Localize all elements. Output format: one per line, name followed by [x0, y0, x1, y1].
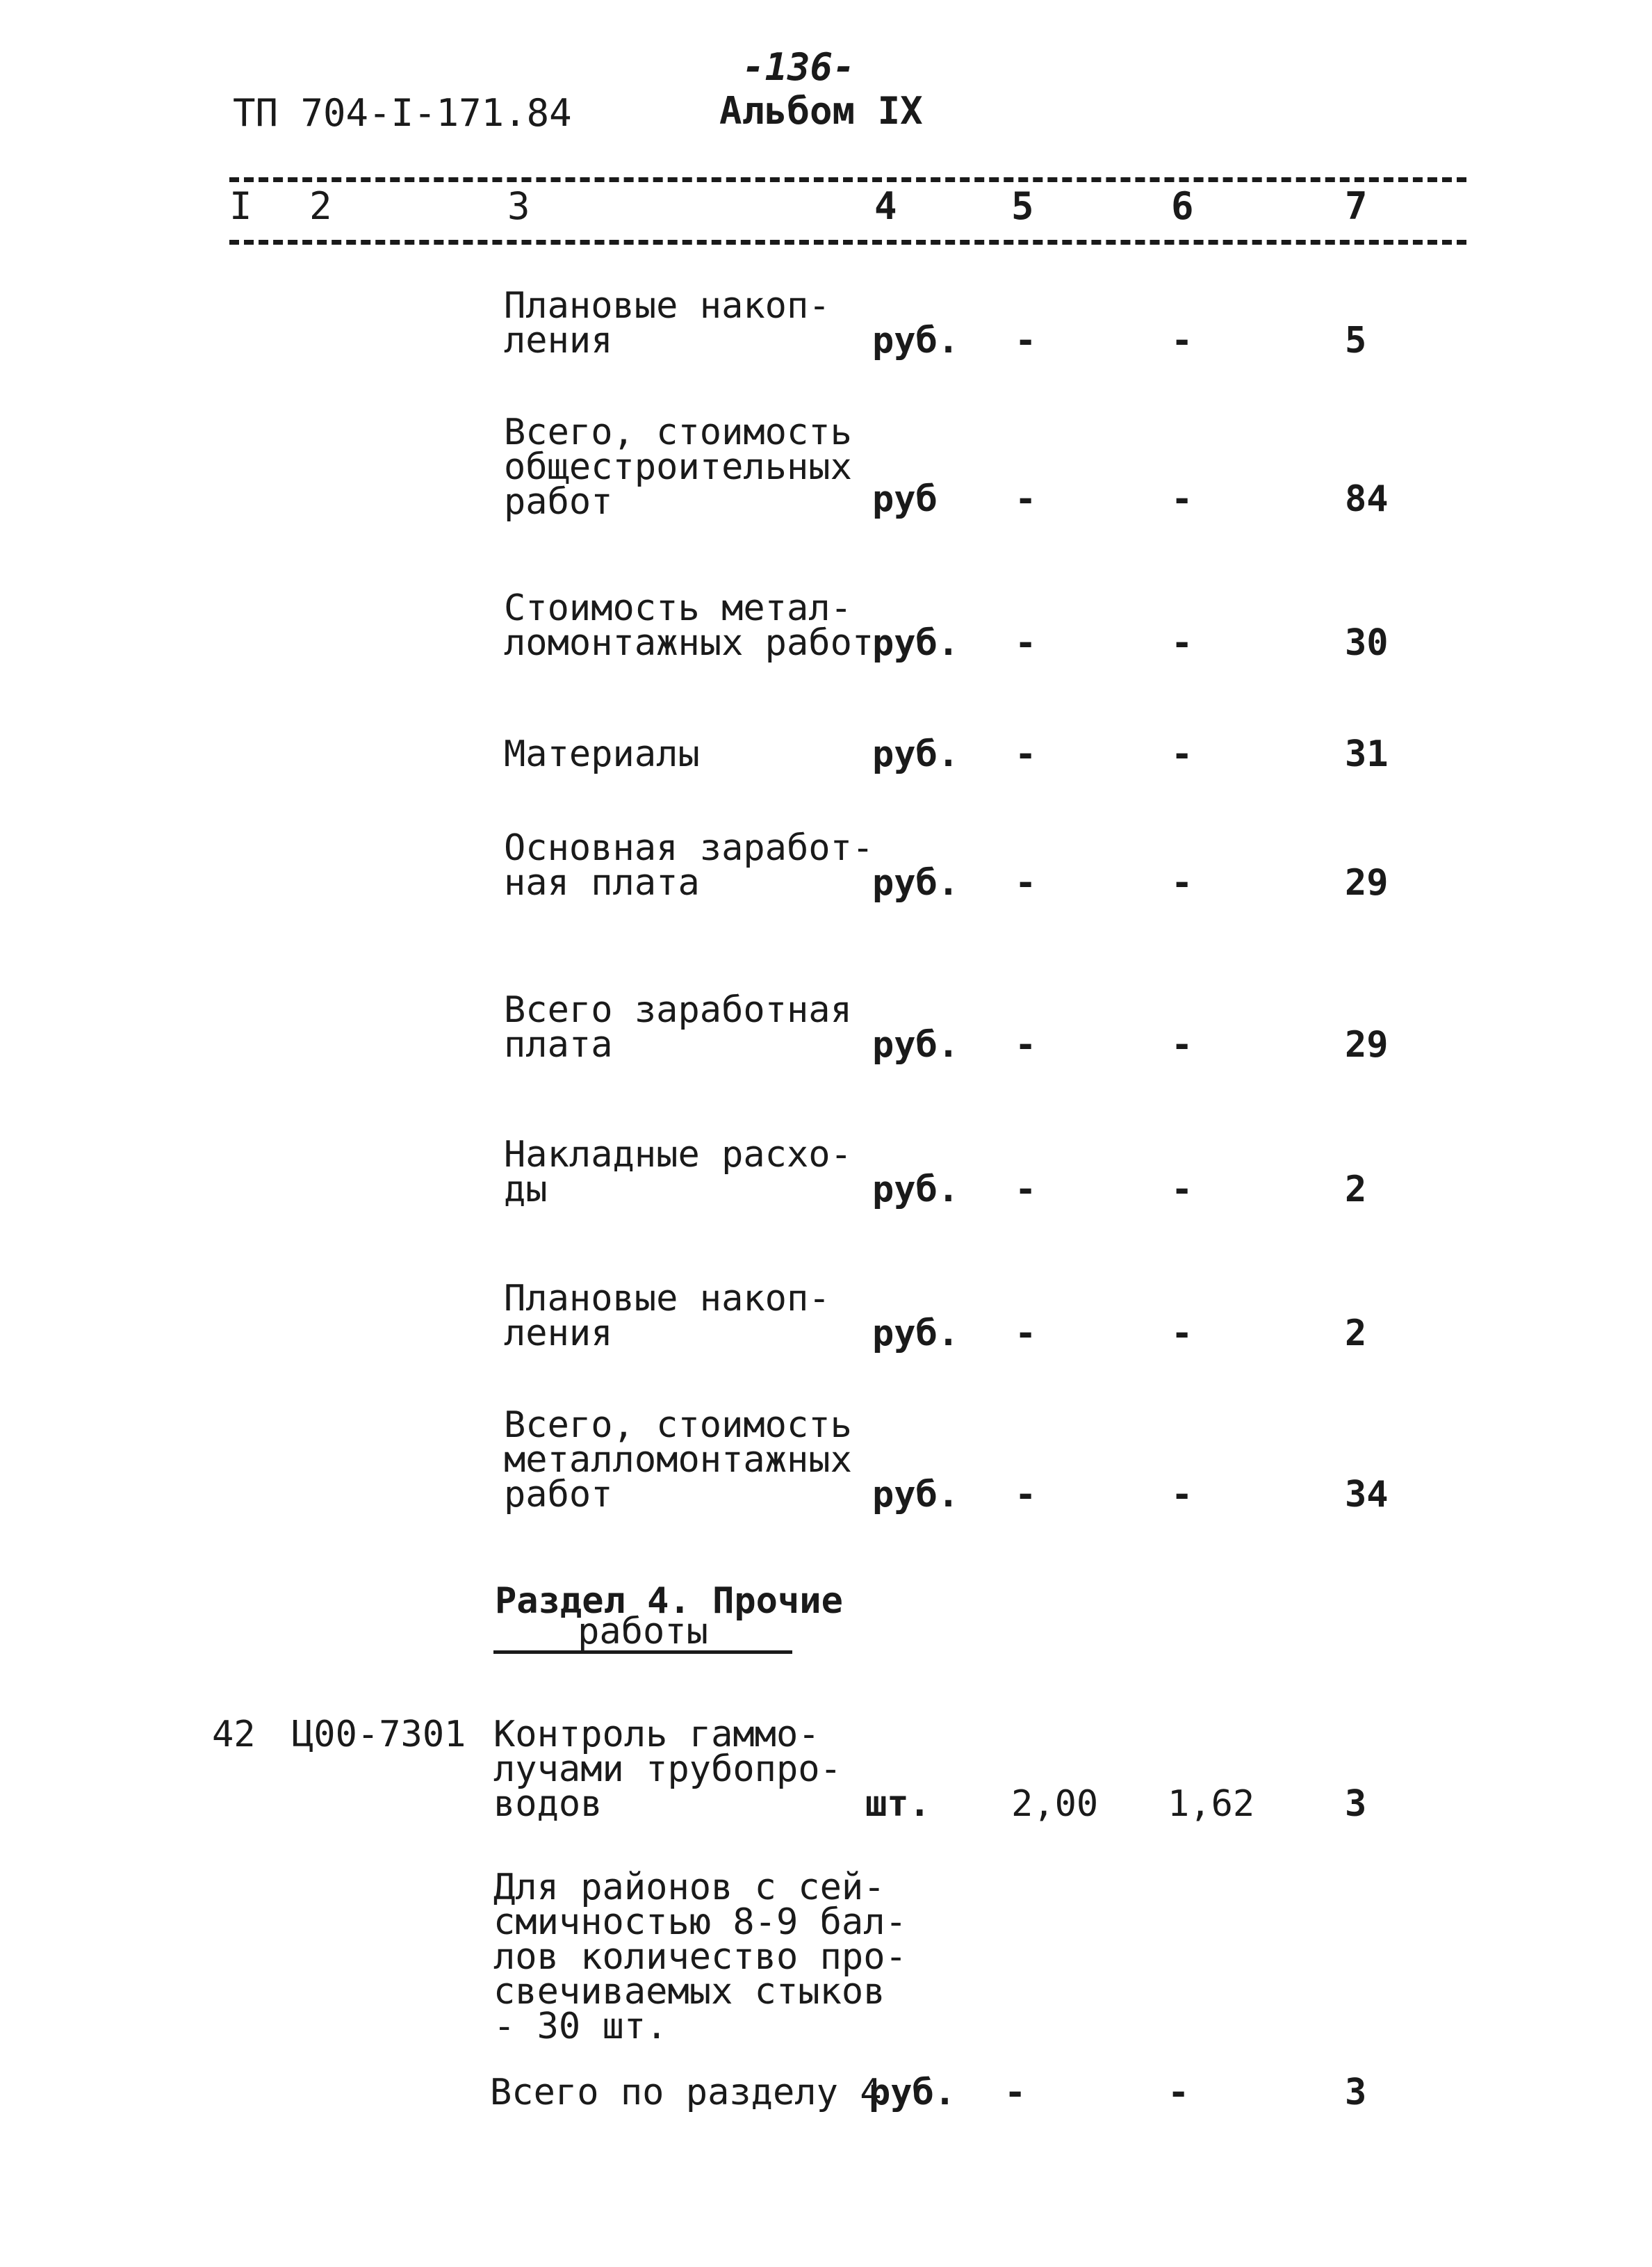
row-description: Контроль гаммо- лучами трубопро- водов — [493, 1714, 842, 1825]
row-unit: руб. — [872, 1474, 960, 1516]
section-heading: Раздел 4. Прочие — [495, 1580, 843, 1622]
column-header-6: 6 — [1171, 184, 1194, 228]
column-header-1: I — [229, 184, 252, 228]
row-description: Накладные расхо- ды — [504, 1134, 852, 1210]
column-header-5: 5 — [1011, 184, 1034, 228]
row-col5: - — [1015, 1474, 1037, 1516]
column-header-4: 4 — [874, 184, 897, 228]
row-description: Всего по разделу 4 — [490, 2072, 882, 2113]
row-value: 5 — [1345, 320, 1367, 361]
row-unit: руб. — [872, 1313, 960, 1354]
row-value: 84 — [1345, 478, 1389, 520]
row-value: 30 — [1345, 622, 1389, 664]
row-unit: руб. — [872, 862, 960, 904]
row-col5: - — [1015, 622, 1037, 664]
row-value: 29 — [1345, 1024, 1389, 1066]
header-top-rule — [229, 177, 1466, 182]
column-header-3: 3 — [507, 184, 530, 228]
row-col6: - — [1171, 1313, 1193, 1354]
header-bottom-rule — [229, 240, 1466, 245]
row-value: 34 — [1345, 1474, 1389, 1516]
row-unit: руб. — [872, 1024, 960, 1066]
row-col5: - — [1015, 478, 1037, 520]
row-col6: - — [1171, 1474, 1193, 1516]
row-code: Ц00-7301 — [292, 1714, 466, 1755]
row-col5: - — [1015, 1024, 1037, 1066]
row-col6: - — [1171, 1169, 1193, 1210]
row-description: Всего заработная плата — [504, 989, 852, 1066]
column-header-7: 7 — [1345, 184, 1368, 228]
row-description: Основная заработ- ная плата — [504, 827, 874, 904]
row-col6: 1,62 — [1168, 1783, 1255, 1825]
row-col6: - — [1171, 862, 1193, 904]
row-unit: руб — [872, 478, 938, 520]
row-unit: руб. — [872, 1169, 960, 1210]
row-col5: - — [1015, 733, 1037, 775]
row-col5: - — [1015, 1169, 1037, 1210]
seismic-note: Для районов с сей- смичностью 8-9 бал- лов количество про- свечиваемых стыков - 30 шт. — [493, 1867, 907, 2047]
section-heading-continued: работы — [493, 1614, 792, 1654]
row-value: 2 — [1345, 1313, 1367, 1354]
row-unit: руб. — [869, 2072, 956, 2113]
row-col5: 2,00 — [1011, 1783, 1099, 1825]
row-description: Стоимость метал- ломонтажных работ — [504, 587, 874, 664]
column-header-2: 2 — [309, 184, 332, 228]
row-value: 3 — [1345, 1783, 1367, 1825]
row-unit: руб. — [872, 733, 960, 775]
row-description: Всего, стоимость общестроительных работ — [504, 412, 852, 523]
row-col6: - — [1171, 320, 1193, 361]
row-unit: руб. — [872, 320, 960, 361]
row-number: 42 — [212, 1714, 256, 1755]
row-description: Плановые накоп- ления — [504, 1278, 831, 1354]
row-col6: - — [1171, 478, 1193, 520]
row-col5: - — [1015, 320, 1037, 361]
document-code: ТП 704-I-171.84 — [233, 91, 572, 135]
row-col5: - — [1015, 862, 1037, 904]
row-col6: - — [1171, 622, 1193, 664]
row-col5: - — [1015, 1313, 1037, 1354]
row-description: Плановые накоп- ления — [504, 285, 831, 361]
row-description: Материалы — [504, 733, 700, 775]
row-value: 29 — [1345, 862, 1389, 904]
row-col5: - — [1004, 2072, 1027, 2113]
row-value: 3 — [1345, 2072, 1367, 2113]
row-value: 31 — [1345, 733, 1389, 775]
row-value: 2 — [1345, 1169, 1367, 1210]
row-description: Всего, стоимость металломонтажных работ — [504, 1404, 852, 1516]
row-col6: - — [1171, 1024, 1193, 1066]
row-col6: - — [1168, 2072, 1190, 2113]
page-number: -136- — [742, 45, 856, 89]
row-col6: - — [1171, 733, 1193, 775]
row-unit: шт. — [865, 1783, 931, 1825]
album-label: Альбом IX — [719, 89, 923, 133]
row-unit: руб. — [872, 622, 960, 664]
